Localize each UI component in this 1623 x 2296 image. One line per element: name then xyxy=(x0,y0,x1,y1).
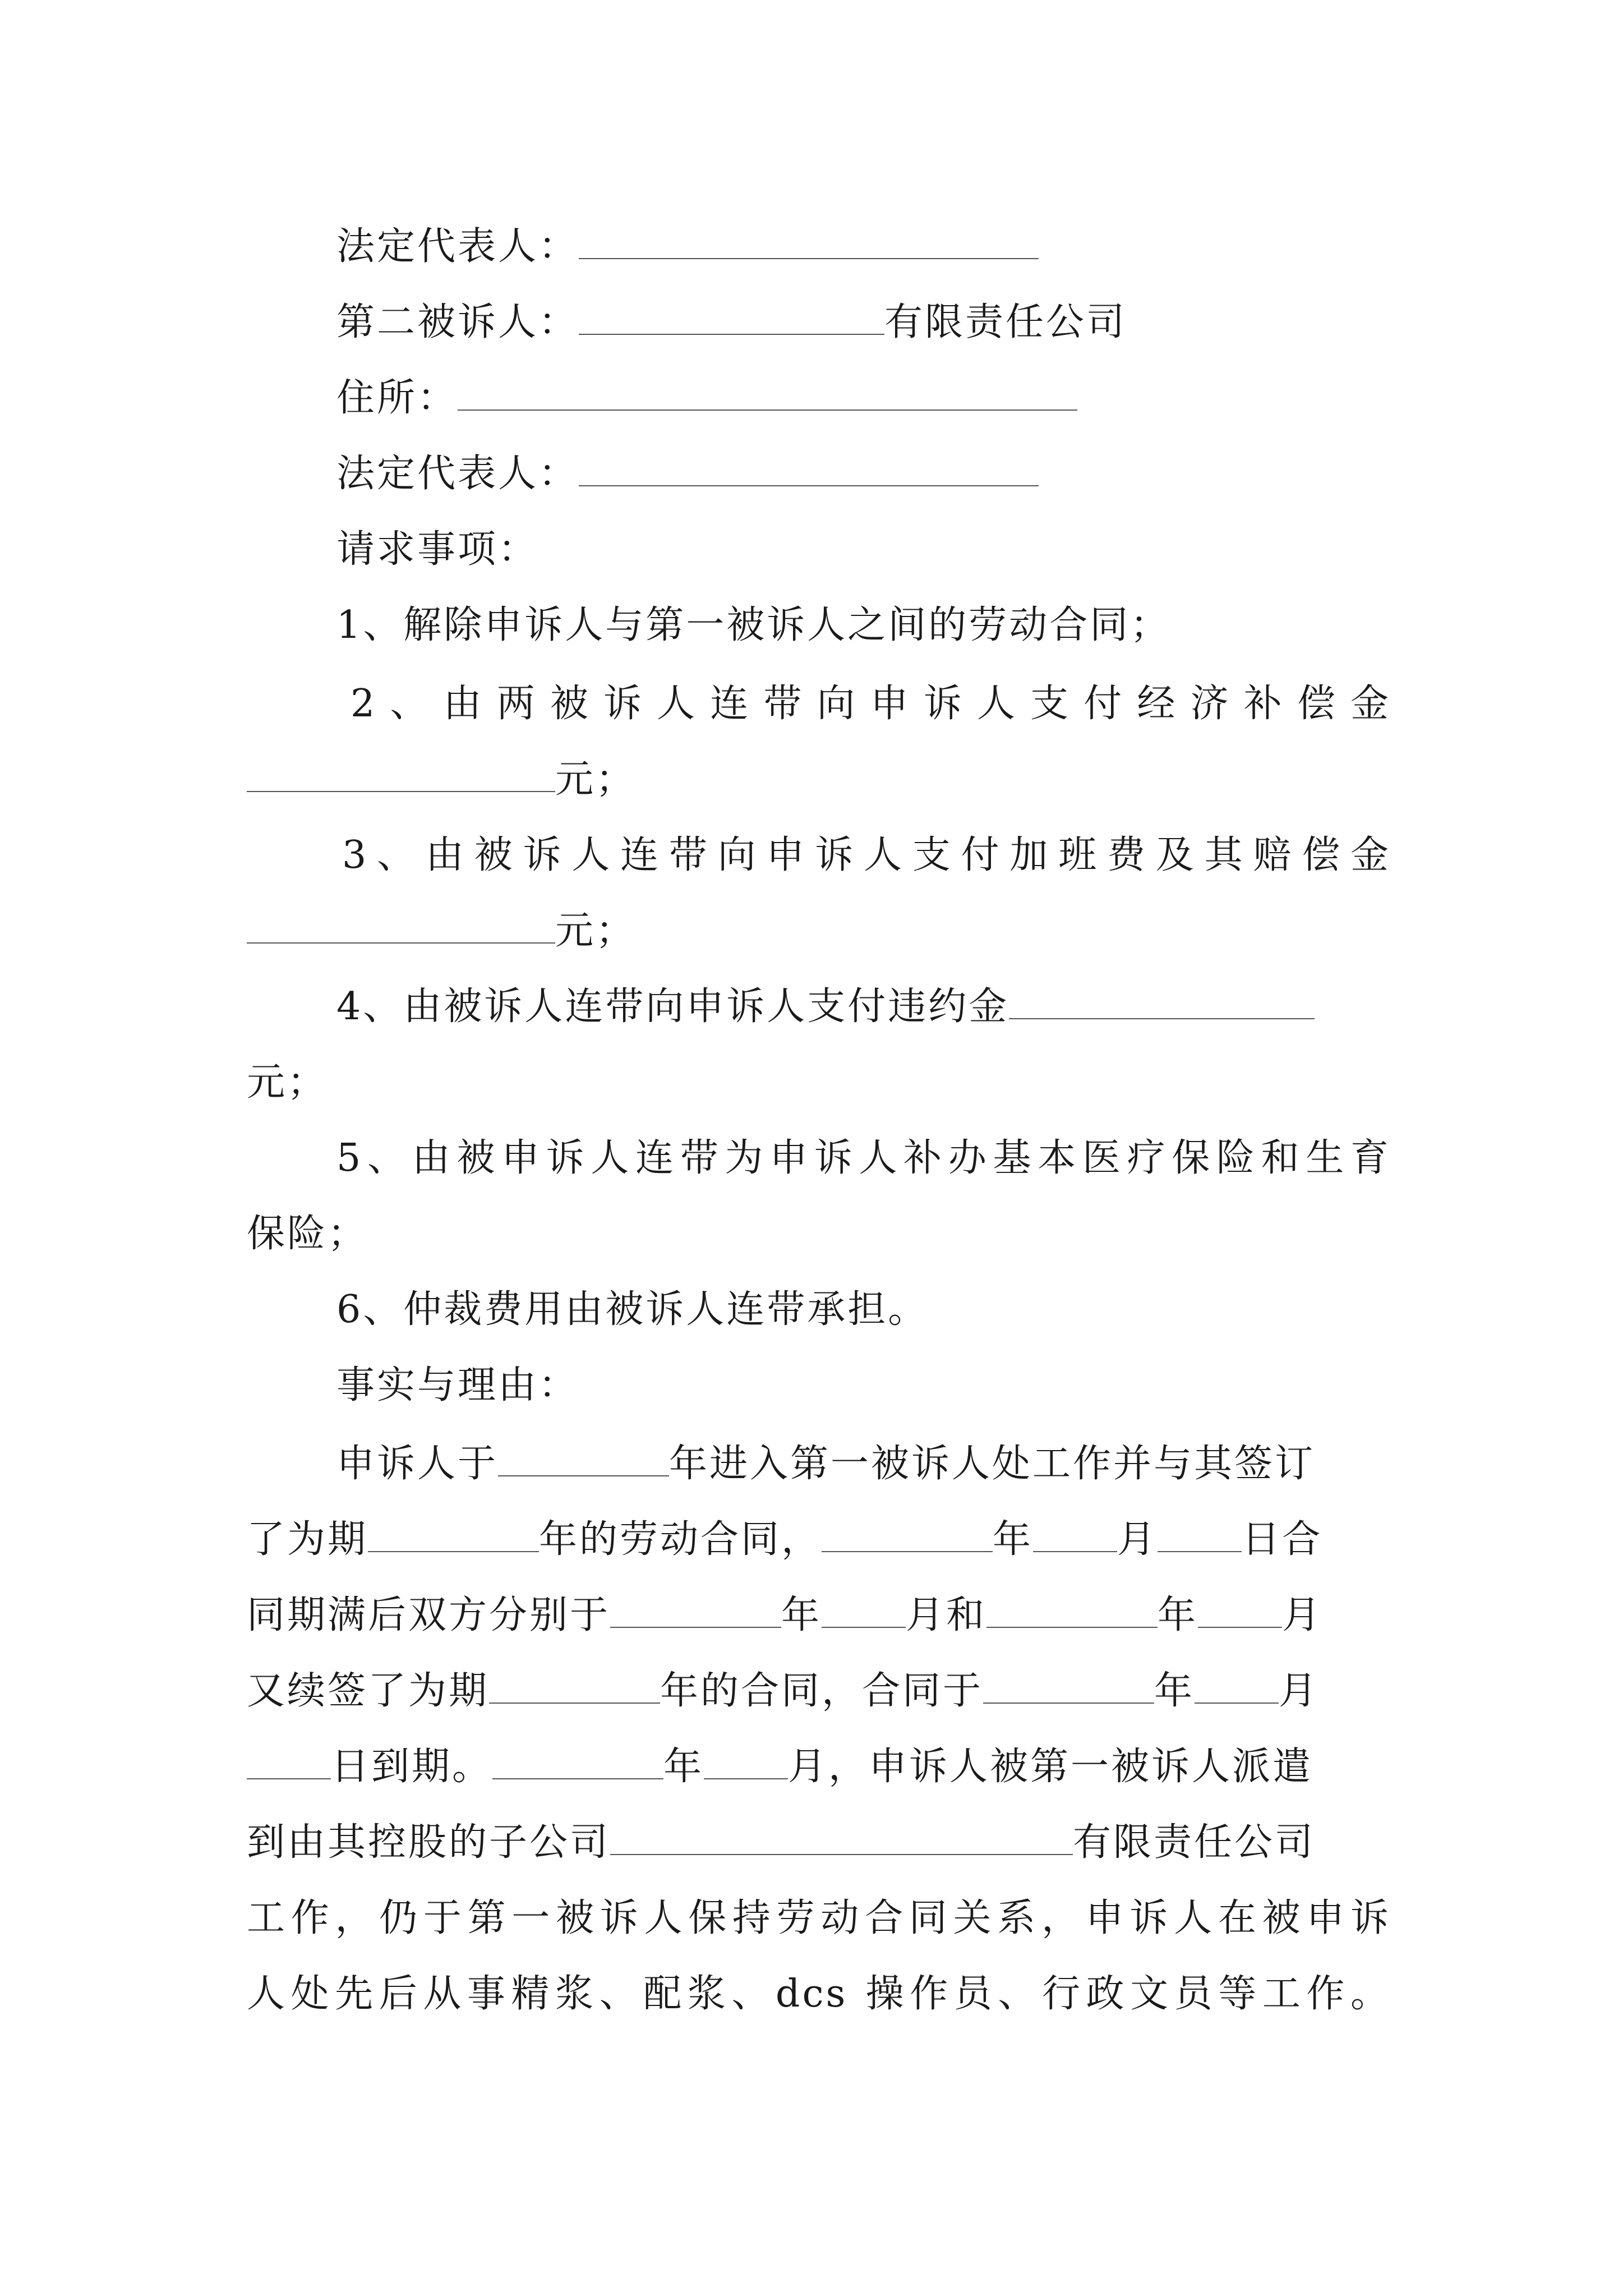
facts-text: 又续签了为期 xyxy=(247,1669,490,1713)
legal-rep-blank xyxy=(579,453,1039,486)
claim-item-2-unit: 元； xyxy=(555,757,637,802)
claim-item-5: 5、由被申诉人连带为申诉人补办基本医疗保险和生育 xyxy=(336,1136,1391,1180)
claim-item-4-unit: 元； xyxy=(247,1060,328,1105)
address-line xyxy=(336,373,1077,424)
claims-heading: 请求事项： xyxy=(336,527,539,572)
facts-text: 年进入第一被诉人处工作并与其签订 xyxy=(669,1442,1316,1486)
day-blank xyxy=(247,1746,331,1779)
facts-text: 申诉人于 xyxy=(336,1442,499,1486)
facts-line-4 xyxy=(247,1666,1319,1717)
amount-blank xyxy=(247,910,555,944)
claim-item-4 xyxy=(336,982,1315,1032)
legal-rep-blank xyxy=(579,226,1039,259)
company-blank xyxy=(610,1821,1073,1855)
facts-line-3 xyxy=(247,1590,1322,1641)
claim-item-1: 1、解除申诉人与第一被诉人之间的劳动合同； xyxy=(336,603,1171,647)
amount-blank xyxy=(247,758,555,792)
company-suffix: 有限责任公司 xyxy=(884,300,1127,344)
facts-text: 日到期。 xyxy=(331,1745,493,1789)
month-blank xyxy=(1033,1519,1117,1552)
claim-item-3: 3、由被诉人连带向申诉人支付加班费及其赔偿金 xyxy=(342,833,1391,877)
day-blank xyxy=(1158,1519,1242,1552)
legal-rep-line-2 xyxy=(336,449,1039,499)
claim-item-6: 6、仲裁费用由被诉人连带承担。 xyxy=(336,1287,929,1332)
year-blank xyxy=(986,1594,1158,1628)
facts-text: 月 xyxy=(1282,1593,1323,1637)
facts-text: 月，申诉人被第一被诉人派遣 xyxy=(788,1745,1313,1789)
legal-rep-label: 法定代表人： xyxy=(336,452,579,496)
legal-rep-label: 法定代表人： xyxy=(336,224,579,269)
legal-rep-line-1 xyxy=(336,222,1039,272)
year-blank xyxy=(822,1519,993,1552)
facts-text: 年 xyxy=(993,1517,1034,1562)
facts-text: 年的合同，合同于 xyxy=(660,1669,984,1713)
facts-text: 月和 xyxy=(906,1593,987,1637)
year-blank xyxy=(498,1443,669,1476)
facts-line-8: 人处先后从事精浆、配浆、dcs 操作员、行政文员等工作。 xyxy=(247,1972,1391,2016)
address-label: 住所： xyxy=(336,376,458,420)
claim-item-2: 2、由两被诉人连带向申诉人支付经济补偿金 xyxy=(351,682,1391,726)
facts-text: 到由其控股的子公司 xyxy=(247,1820,611,1865)
month-blank xyxy=(1198,1594,1282,1628)
year-blank xyxy=(983,1670,1154,1704)
facts-line-6 xyxy=(247,1818,1315,1868)
second-respondent-line xyxy=(336,297,1127,348)
month-blank xyxy=(1195,1670,1279,1704)
facts-line-2 xyxy=(247,1515,1322,1565)
month-blank xyxy=(704,1746,788,1779)
facts-text: 有限责任公司 xyxy=(1073,1820,1316,1865)
facts-text: 日合 xyxy=(1242,1517,1323,1562)
claim-item-2-amount xyxy=(247,754,636,805)
facts-text: 年 xyxy=(663,1745,704,1789)
years-blank xyxy=(489,1670,660,1704)
facts-line-1 xyxy=(336,1439,1315,1489)
facts-heading: 事实与理由： xyxy=(336,1363,579,1407)
claim-item-3-unit: 元； xyxy=(555,909,637,953)
second-respondent-blank xyxy=(579,301,884,335)
facts-text: 年的劳动合同， xyxy=(539,1517,822,1562)
facts-text: 年 xyxy=(781,1593,822,1637)
facts-text: 年 xyxy=(1158,1593,1198,1637)
facts-text: 月 xyxy=(1279,1669,1320,1713)
facts-text: 月 xyxy=(1117,1517,1158,1562)
facts-text: 了为期 xyxy=(247,1517,368,1562)
facts-text: 年 xyxy=(1154,1669,1195,1713)
claim-item-3-amount xyxy=(247,906,636,956)
claim-item-5-cont: 保险； xyxy=(247,1212,368,1256)
facts-text: 同期满后双方分别于 xyxy=(247,1593,611,1637)
address-blank xyxy=(458,377,1077,411)
claim-item-4-text: 4、由被诉人连带向申诉人支付违约金 xyxy=(336,984,1009,1029)
year-blank xyxy=(610,1594,781,1628)
second-respondent-label: 第二被诉人： xyxy=(336,300,579,344)
facts-line-5 xyxy=(247,1742,1313,1792)
amount-blank xyxy=(1009,986,1315,1019)
month-blank xyxy=(822,1594,906,1628)
facts-line-7: 工作，仍于第一被诉人保持劳动合同关系，申诉人在被申诉 xyxy=(247,1896,1391,1940)
year-blank xyxy=(492,1746,663,1779)
years-blank xyxy=(368,1519,539,1552)
